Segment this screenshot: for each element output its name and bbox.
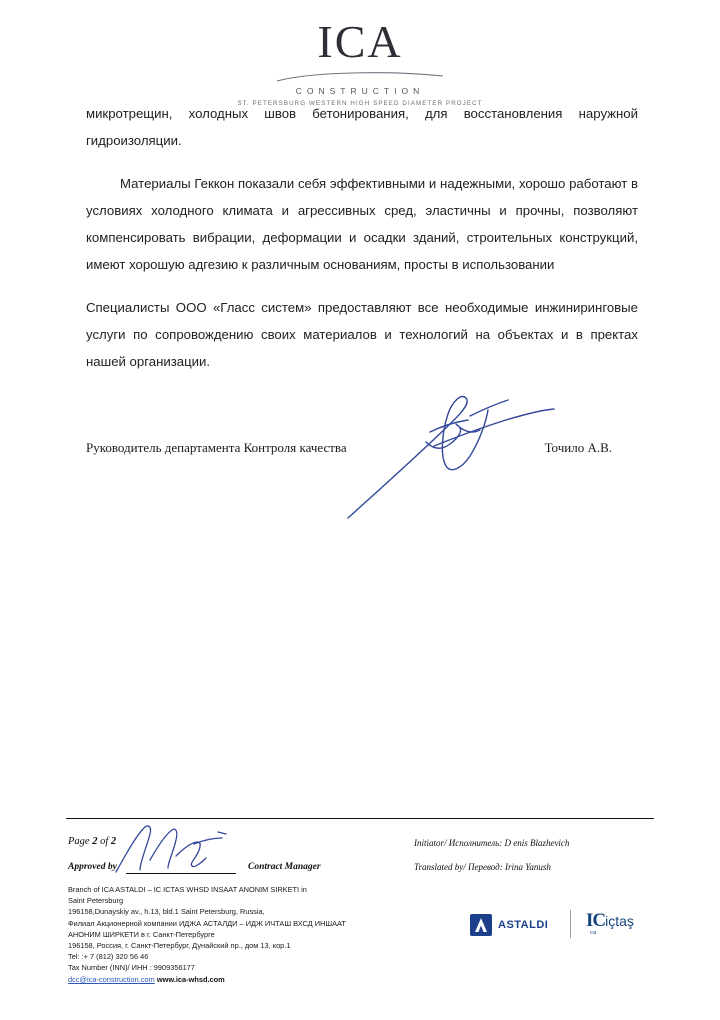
company-address-block: [68, 884, 398, 985]
initiator-label: Initiator/ Исполнитель: D enis Blazhevich: [414, 838, 570, 848]
address-line: Branch of ICA ASTALDI – IC ICTAS WHSD INSAAT ANONIM SIRKETI in: [68, 885, 307, 894]
address-line: Tel: :+ 7 (812) 320 56 46: [68, 952, 149, 962]
partner-logos: [470, 912, 650, 946]
astaldi-logo: [470, 914, 548, 936]
email-link[interactable]: dcc@ica-construction.com: [68, 974, 155, 984]
paragraph-3: Специалисты ООО «Гласс систем» предоставляют все необходимые инжиниринговые услуги по сопровождению своих материалов и технологий на объектах и в пректах нашей организации.: [86, 300, 638, 369]
logo-subtitle-project: ST. PETERSBURG WESTERN HIGH SPEED DIAMETER PROJECT: [237, 100, 483, 107]
logo-wordmark: ICA: [317, 16, 403, 67]
signatory-name: Точило А.В.: [544, 440, 612, 455]
paragraph-1: микротрещин, холодных швов бетонирования, для восстановления наружной гидроизоляции.: [86, 106, 638, 148]
ictas-submark: ca: [590, 930, 597, 936]
contract-manager-label: Contract Manager: [248, 862, 321, 872]
logo-subtitle-construction: CONSTRUCTION: [295, 86, 425, 96]
partner-divider: [570, 910, 571, 938]
address-line: 196158,Dunayskiy av., h.13, bld.1 Saint Petersburg, Russia,: [68, 907, 265, 917]
company-logo: [0, 18, 720, 107]
page-label-pre: Page: [68, 836, 93, 847]
astaldi-wordmark: ASTALDI: [498, 919, 549, 931]
website-link[interactable]: www.ica-whsd.com: [156, 974, 225, 984]
approved-by-label: Approved by: [68, 862, 117, 872]
address-line: 196158, Россия, г. Санкт-Петербург, Дунайский пр., дом 13, кор.1: [68, 941, 291, 951]
page-number-label: [68, 836, 116, 847]
address-line: Saint Petersburg: [68, 896, 124, 906]
address-line: Tax Number (INN)/ ИНН : 9909356177: [68, 963, 195, 973]
address-line: Филиал Акционерной компании ИДЖА АСТАЛДИ – ИДЖ ИЧТАШ ВХСД ИНШААТ: [68, 918, 346, 928]
footer-divider: [66, 818, 654, 819]
astaldi-mark-icon: [470, 914, 492, 936]
page-label-mid: of: [97, 836, 111, 847]
address-line: АНОНИМ ШИРКЕТИ в г. Санкт-Петербурге: [68, 929, 215, 939]
page-total: 2: [110, 836, 117, 847]
logo-swoosh-icon: [275, 70, 445, 84]
ictas-logo: [586, 910, 634, 936]
document-footer: [0, 818, 720, 1020]
page-current: 2: [92, 836, 98, 847]
paragraph-2: Материалы Геккон показали себя эффективными и надежными, хорошо работают в условиях холодного климата и агрессивных сред, эластичны и прочны, позволяют компенсировать вибрации, деформации и осадки зданий, строительных конструкций, имеют хорошую адгезию к различным основаниям, просты в использовании: [86, 176, 638, 272]
translated-by-label: Translated by/ Перевод: Irina Yanush: [414, 862, 551, 872]
document-body: [86, 100, 638, 375]
ictas-wordmark: içtaş: [605, 913, 634, 929]
approved-by-underline: [126, 873, 236, 874]
signatory-role: Руководитель департамента Контроля качества: [86, 440, 347, 455]
footer-handwritten-signature: [110, 820, 230, 880]
ictas-ic-mark: IC: [586, 910, 606, 931]
